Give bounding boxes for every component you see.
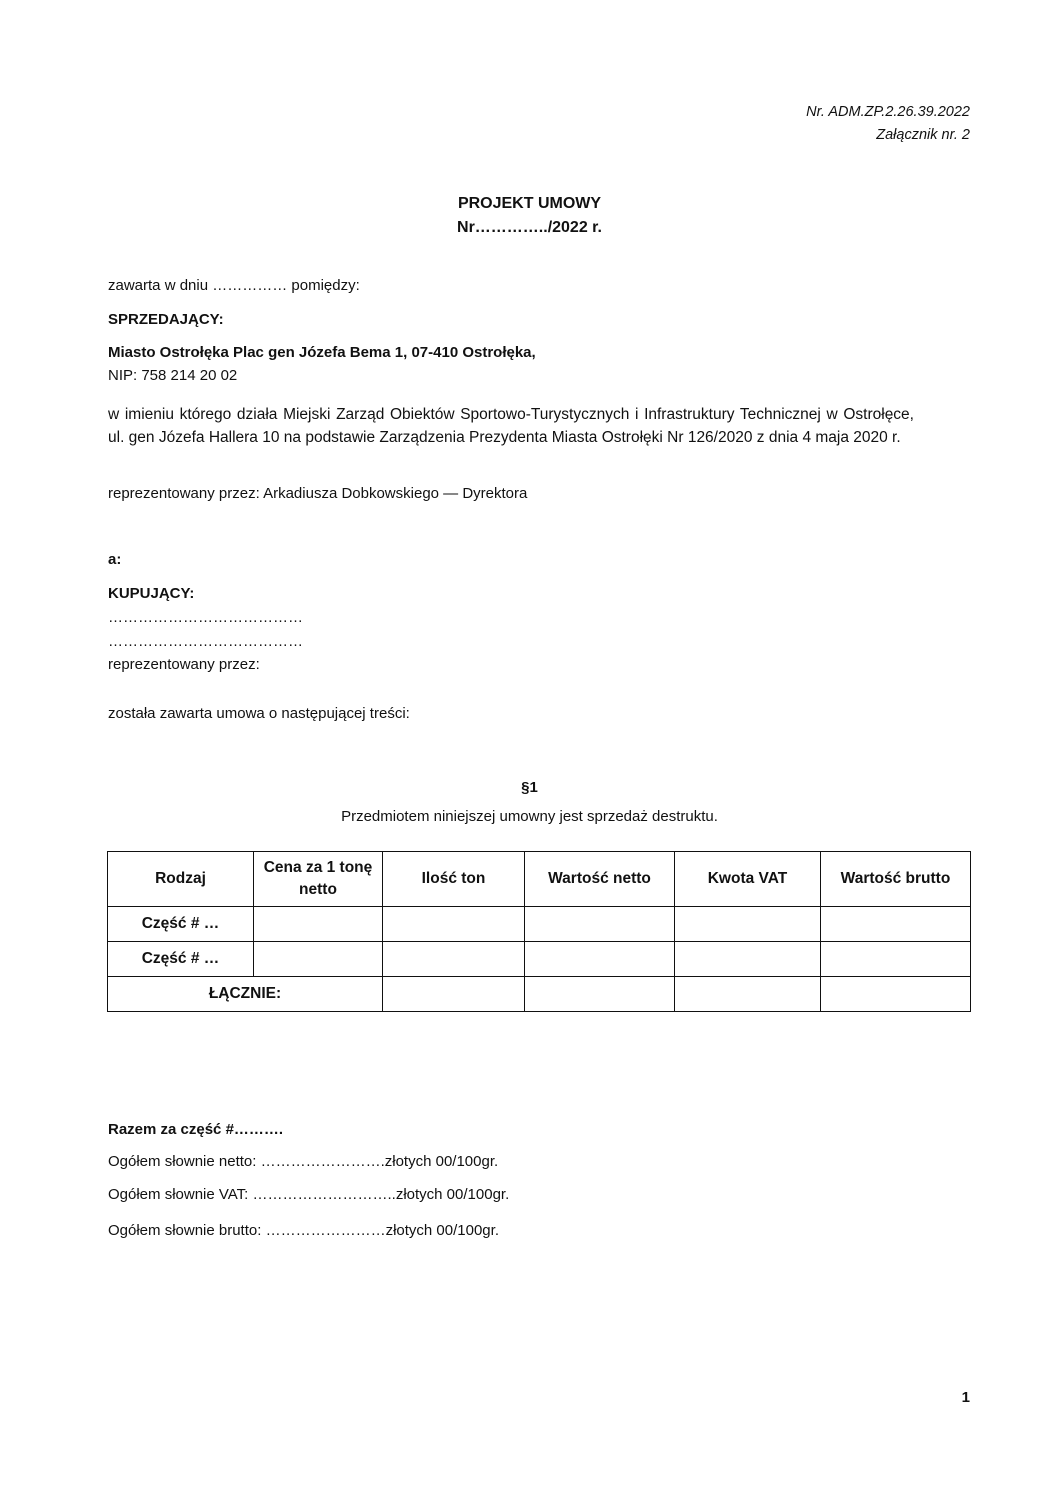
table-cell xyxy=(675,942,821,977)
table-cell xyxy=(821,942,971,977)
header-price-per-ton: Cena za 1 tonę netto xyxy=(254,852,383,907)
summary-vat: Ogółem słownie VAT: ………………………..złotych 00/100gr. xyxy=(108,1186,510,1203)
header-tons: Ilość ton xyxy=(383,852,525,907)
summary-brutto: Ogółem słownie brutto: ……………………złotych 00/100gr. xyxy=(108,1222,499,1239)
concluded-line: została zawarta umowa o następującej treści: xyxy=(108,705,410,722)
header-rodzaj: Rodzaj xyxy=(108,852,254,907)
price-table xyxy=(107,851,971,1012)
seller-nip: NIP: 758 214 20 02 xyxy=(108,367,238,384)
table-header-row xyxy=(108,852,971,907)
table-cell xyxy=(525,907,675,942)
buyer-represented: reprezentowany przez: xyxy=(108,656,260,673)
table-cell xyxy=(383,977,525,1012)
contract-number: Nr…………../2022 r. xyxy=(457,219,602,236)
seller-heading: SPRZEDAJĄCY: xyxy=(108,311,224,328)
header-vat-amount: Kwota VAT xyxy=(675,852,821,907)
seller-represented: reprezentowany przez: Arkadiusza Dobkowskiego — Dyrektora xyxy=(108,485,528,502)
buyer-line-1: ………………………………… xyxy=(108,609,303,626)
conjunction-a: a: xyxy=(108,551,122,568)
row-label: Część # … xyxy=(108,907,254,942)
table-cell xyxy=(675,977,821,1012)
page-number: 1 xyxy=(961,1389,970,1406)
summary-netto: Ogółem słownie netto: …………………….złotych 00/100gr. xyxy=(108,1153,499,1170)
buyer-line-2: ………………………………… xyxy=(108,633,303,650)
table-cell xyxy=(254,942,383,977)
table-cell xyxy=(675,907,821,942)
total-label: ŁĄCZNIE: xyxy=(108,977,383,1012)
header-net-value: Wartość netto xyxy=(525,852,675,907)
table-cell xyxy=(383,907,525,942)
seller-acting-paragraph: w imieniu którego działa Miejski Zarząd Obiektów Sportowo-Turystycznych i Infrastruktury Technicznej w Ostrołęce, ul. gen Józefa Hallera 10 na podstawie Zarządzenia Prezydenta Miasta Ostrołęki Nr 126/2020 z dnia 4 maja 2020 r. xyxy=(108,406,914,446)
table-total-row xyxy=(108,977,971,1012)
document-title: PROJEKT UMOWY xyxy=(457,195,602,212)
header-gross-value: Wartość brutto xyxy=(821,852,971,907)
table-row xyxy=(108,907,971,942)
section-number: §1 xyxy=(521,779,538,796)
seller-name-address: Miasto Ostrołęka Plac gen Józefa Bema 1, 07-410 Ostrołęka, xyxy=(108,344,536,361)
table-cell xyxy=(254,907,383,942)
table-cell xyxy=(821,977,971,1012)
buyer-heading: KUPUJĄCY: xyxy=(108,585,195,602)
reference-number: Nr. ADM.ZP.2.26.39.2022 xyxy=(806,104,970,120)
table-cell xyxy=(525,942,675,977)
table-cell xyxy=(525,977,675,1012)
summary-heading: Razem za część #………. xyxy=(108,1121,284,1138)
attachment-label: Załącznik nr. 2 xyxy=(876,127,970,143)
intro-line: zawarta w dniu …………… pomiędzy: xyxy=(108,277,360,294)
table-cell xyxy=(821,907,971,942)
table-row xyxy=(108,942,971,977)
row-label: Część # … xyxy=(108,942,254,977)
section-text: Przedmiotem niniejszej umowny jest sprzedaż destruktu. xyxy=(341,808,718,825)
table-cell xyxy=(383,942,525,977)
